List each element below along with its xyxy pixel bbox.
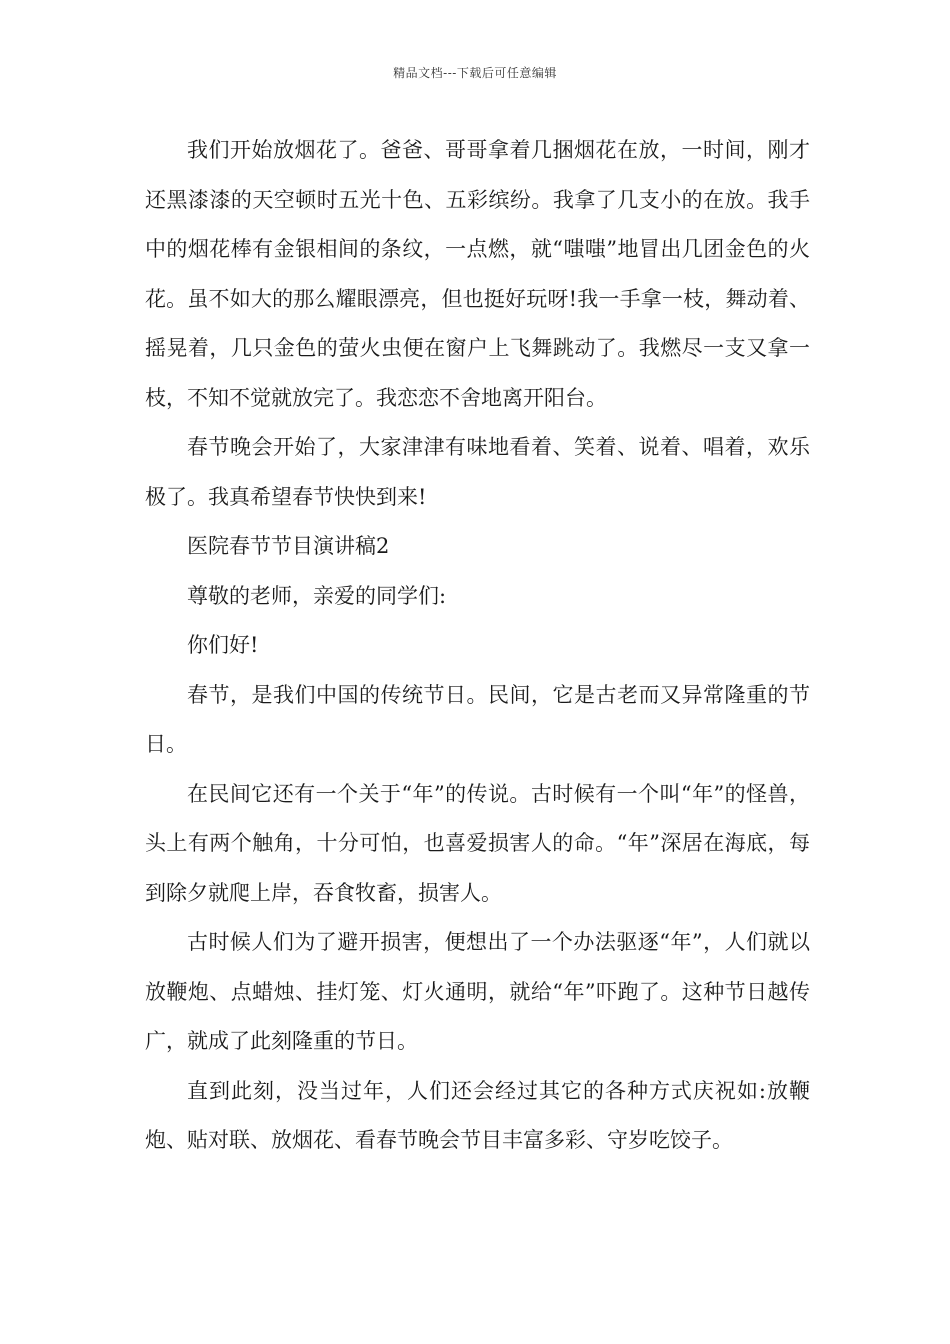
speech-salutation: 尊敬的老师，亲爱的同学们:: [187, 583, 447, 608]
paragraph-gala: 春节晚会开始了，大家津津有味地看着、笑着、说着、唱着，欢乐极了。我真希望春节快快到来!: [145, 435, 810, 509]
paragraph-fireworks: 我们开始放烟花了。爸爸、哥哥拿着几捆烟花在放，一时间，刚才还黑漆漆的天空顿时五光十色、五彩缤纷。我拿了几支小的在放。我手中的烟花棒有金银相间的条纹，一点燃，就“嗤嗤”地冒出几团金色的火花。虽不如大的那么耀眼漂亮，但也挺好玩呀!我一手拿一枝，舞动着、摇晃着，几只金色的萤火虫便在窗户上飞舞跳动了。我燃尽一支又拿一枝，不知不觉就放完了。我恋恋不舍地离开阳台。: [145, 138, 810, 410]
document-body: [145, 126, 810, 1166]
paragraph-nian-legend: 在民间它还有一个关于“年”的传说。古时候有一个叫“年”的怪兽，头上有两个触角，十分可怕，也喜爱损害人的命。“年”深居在海底，每到除夕就爬上岸，吞食牧畜，损害人。: [145, 781, 810, 905]
speech-greeting: 你们好!: [187, 633, 259, 657]
paragraph-celebrations: 直到此刻，没当过年，人们还会经过其它的各种方式庆祝如:放鞭炮、贴对联、放烟花、看春节晚会节目丰富多彩、守岁吃饺子。: [145, 1078, 810, 1152]
speech-title: 医院春节节目演讲稿2: [187, 534, 390, 558]
paragraph-spring-festival: 春节，是我们中国的传统节日。民间，它是古老而又异常隆重的节日。: [145, 682, 810, 756]
page-header: 精品文档---下载后可任意编辑: [393, 66, 557, 80]
paragraph-drive-nian: 古时候人们为了避开损害，便想出了一个办法驱逐“年”，人们就以放鞭炮、点蜡烛、挂灯笼、灯火通明，就给“年”吓跑了。这种节日越传广，就成了此刻隆重的节日。: [145, 930, 810, 1053]
